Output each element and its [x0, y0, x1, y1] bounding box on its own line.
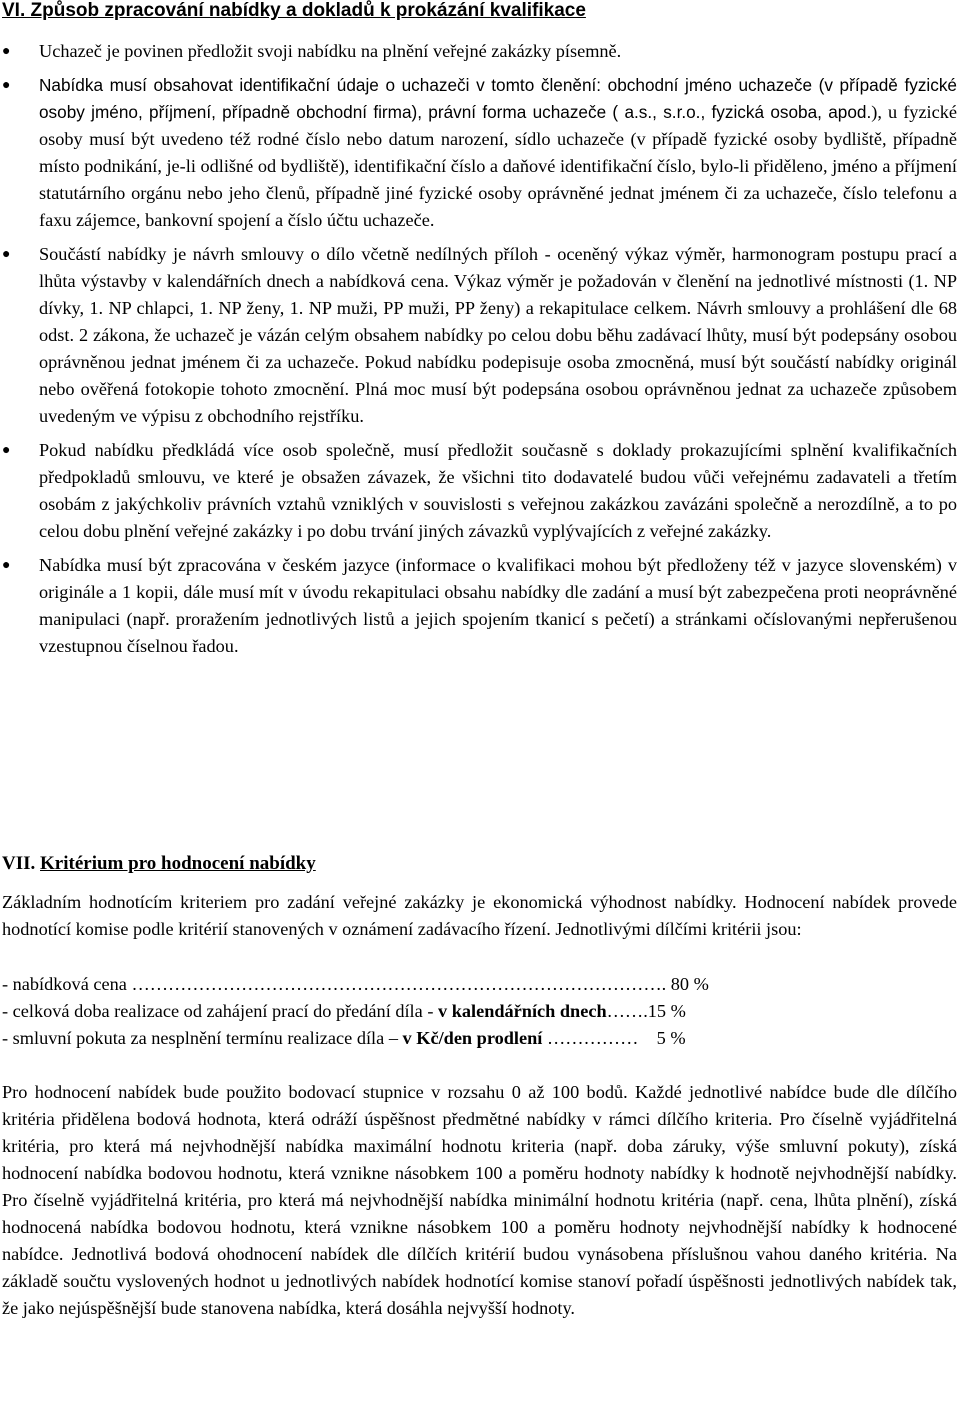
bullet-icon: ● — [2, 558, 11, 573]
section-7-heading — [2, 850, 316, 877]
criteria-intro: Základním hodnotícím kriteriem pro zadání veřejné zakázky je ekonomická výhodnost nabídky. Hodnocení nabídek provede hodnotící komise podle kritérií stanovených v oznámení zadávacího řízení. Jednotlivými dílčími kritérii jsou: — [2, 892, 957, 939]
evaluation-paragraph: Pro hodnocení nabídek bude použito bodovací stupnice v rozsahu 0 až 100 bodů. Každé jednotlivé nabídce bude dle dílčího kritéria přidělena bodová hodnota, která odráží úspěšnost předmětné nabídky v rámci dílčího kriteria. Pro číselně vyjádřitelná kritéria, pro která má nejvhodnější nabídka maximální hodnotu kriteria (např. doba záruky, výše smluvní pokuty), získá hodnocení nabídka bodovou hodnotu, která vznikne násobkem 100 a poměru hodnoty nabídky k hodnotě nejvhodnější nabídky. Pro číselně vyjádřitelná kritéria, pro která má nejvhodnější nabídka minimální hodnotu kritéria (např. cena, lhůta plnění), získá hodnocená nabídka bodovou hodnotu, která vznikne násobkem 100 a poměru hodnoty nejvhodnější nabídky k hodnocené nabídce. Jednotlivá bodová ohodnocení nabídek dle dílčích kritérií budou vynásobena příslušnou vahou daného kritéria. Na základě součtu vyslovených hodnot u jednotlivých nabídek hodnotící komise stanoví pořadí úspěšnosti jednotlivých nabídek tak, že jako nejúspěšnější bude stanovena nabídka, která dosáhla nejvyšší hodnoty. — [2, 1082, 957, 1318]
list-item — [0, 72, 957, 234]
criterion-unit: v Kč/den prodlení — [402, 1028, 543, 1048]
criterion-weight: 5 % — [642, 1028, 686, 1048]
bullet-icon: ● — [2, 78, 11, 93]
list-item — [0, 241, 957, 430]
criterion-row — [2, 998, 902, 1025]
criterion-label: - nabídková cena — [2, 974, 132, 994]
criterion-row — [2, 971, 902, 998]
list-item-text-sans: Nabídka musí obsahovat identifikační údaje o uchazeči v tomto členění: obchodní jméno uchazeče (v případě fyzické osoby jméno, příjmení, případně obchodní firma), právní forma uchazeče ( a.s., s.r.o., fyzická osoba, apod. — [39, 75, 957, 122]
list-item-text: Uchazeč je povinen předložit svoji nabídku na plnění veřejné zakázky písemně. — [39, 41, 622, 61]
section-6-heading: VI. Způsob zpracování nabídky a dokladů k prokázání kvalifikace — [2, 0, 586, 21]
section-7-title: Kritérium pro hodnocení nabídky — [40, 853, 316, 874]
bullet-icon: ● — [2, 44, 11, 59]
bullet-icon: ● — [2, 247, 11, 262]
list-item — [0, 38, 957, 65]
list-item-text: Nabídka musí být zpracována v českém jazyce (informace o kvalifikaci mohou být předloženy též v jazyce slovenském) v originále a 1 kopii, dále musí mít v úvodu rekapitulaci obsahu nabídky dle zadání a musí být zabezpečena proti neoprávněné manipulaci (např. proražením jednotlivých listů a jejich spojením tkanicí s pečetí) a stránkami očíslovanými nepřerušenou vzestupnou číselnou řadou. — [39, 555, 957, 656]
criterion-leader: ……………………………………………………………………………. — [131, 974, 667, 994]
criterion-label: - smluvní pokuta za nesplnění termínu realizace díla – — [2, 1028, 403, 1048]
section-7-number: VII. — [2, 853, 36, 874]
criterion-weight: 80 % — [666, 974, 709, 994]
list-item — [0, 552, 957, 660]
list-item-text: Pokud nabídku předkládá více osob společně, musí předložit současně s doklady prokazujícími splnění kvalifikačních předpokladů smlouvu, ve které je obsažen závazek, že všichni tito dodavatelé budou vůči veřejnému zadavateli a třetím osobám z jakýchkoliv právních vztahů vzniklých v souvislosti s veřejnou zakázkou zavázáni společně a nerozdílně, a to po celou dobu plnění veřejné zakázky i po dobu trvání jiných závazků vyplývajících z veřejné zakázky. — [39, 440, 957, 541]
list-item-text: ), u fyzické osoby musí být uvedeno též rodné číslo nebo datum narození, sídlo uchazeče (v případě fyzické osoby bydliště, případně místo podnikání, je-li odlišné od bydliště), identifikační číslo a daňové identifikační číslo, bylo-li přiděleno, jméno a příjmení statutárního orgánu nebo jeho členů, případně jiné fyzické osoby oprávněné jednat jménem či za uchazeče, číslo telefonu a faxu zájemce, bankovní spojení a číslo účtu uchazeče. — [39, 102, 958, 230]
criterion-unit: v kalendářních dnech — [437, 1001, 607, 1021]
list-item-text: Součástí nabídky je návrh smlouvy o dílo včetně nedílných příloh - oceněný výkaz výměr, harmonogram postupu prací a lhůta výstavby v kalendářních dnech a nabídková cena. Výkaz výměr je požadován v členění na jednotlivé místnosti (1. NP dívky, 1. NP chlapci, 1. NP ženy, 1. NP muži, PP muži, PP ženy) a rekapitulace celkem. Návrh smlouvy a prohlášení dle 68 odst. 2 zákona, že uchazeč je vázán celým obsahem nabídky po celou dobu běhu zadávací lhůty, musí být podepsány osobou oprávněnou jednat jménem či za uchazeče. Pokud nabídku podepisuje osoba zmocněná, musí být součástí nabídky originál nebo ověřená fotokopie tohoto zmocnění. Plná moc musí být podepsána osobou oprávněnou jednat za uchazeče způsobem uvedeným ve výpisu z obchodního rejstříku. — [39, 244, 957, 426]
section-6-bullet-list — [0, 38, 957, 667]
criterion-weight: 15 % — [647, 1001, 686, 1021]
criterion-label: - celková doba realizace od zahájení prací do předání díla - — [2, 1001, 438, 1021]
criterion-leader: ……. — [606, 1001, 648, 1021]
bullet-icon: ● — [2, 443, 11, 458]
criterion-row — [2, 1025, 902, 1052]
list-item — [0, 437, 957, 545]
criterion-leader: …………… — [542, 1028, 643, 1048]
